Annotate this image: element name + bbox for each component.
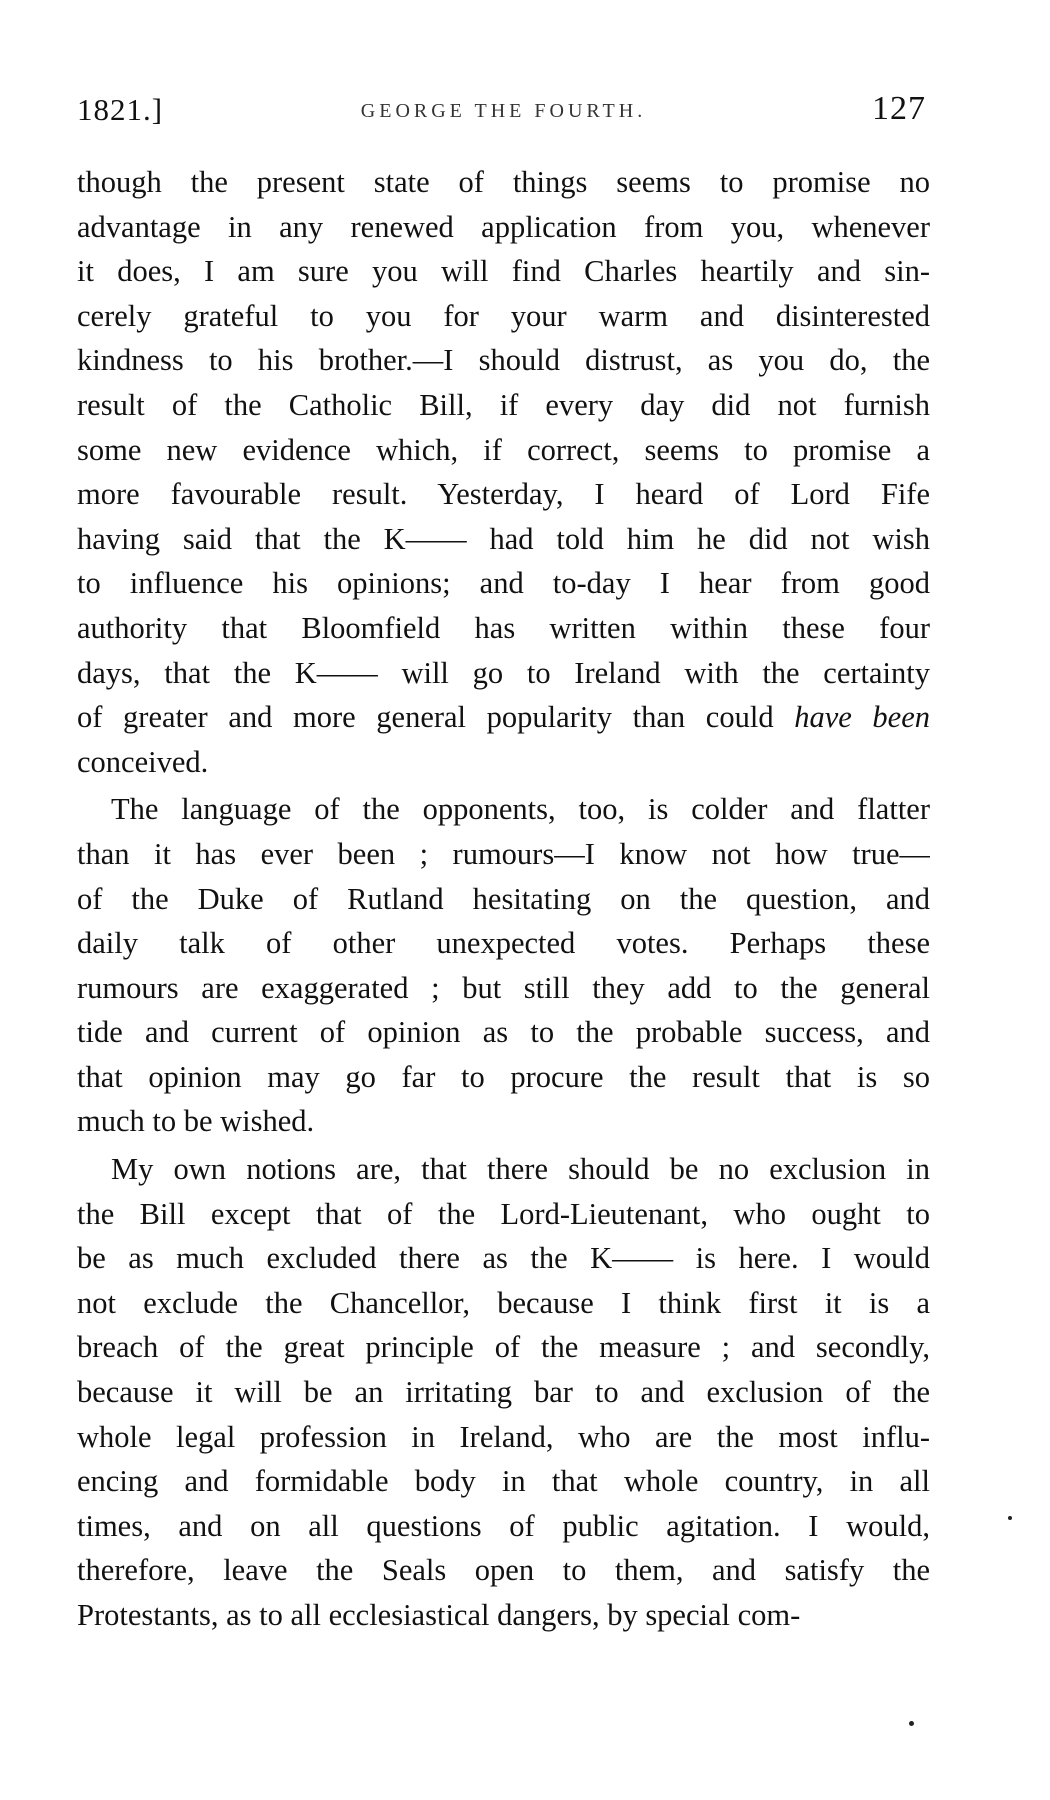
text-line: because it will be an irritating bar to and exclusion of the (77, 1375, 930, 1410)
ink-speck (1008, 1516, 1012, 1520)
running-head-year: 1821.] (77, 92, 164, 127)
text-line: much to be wished. (77, 1104, 315, 1139)
text-line: days, that the K—— will go to Ireland with the certainty (77, 655, 930, 690)
text-line: result of the Catholic Bill, if every day did not furnish (77, 387, 930, 422)
text-line: of greater and more general popularity than could have been (77, 700, 930, 735)
emphasis: have been (794, 700, 930, 735)
text-line: times, and on all questions of public agitation. I would, (77, 1508, 930, 1543)
text-line: cerely grateful to you for your warm and disinterested (77, 298, 930, 333)
text-line: more favourable result. Yesterday, I heard of Lord Fife (77, 477, 930, 512)
paragraph (77, 787, 930, 1144)
body-text (77, 160, 930, 1638)
text-line: the Bill except that of the Lord-Lieutenant, who ought to (77, 1196, 930, 1231)
text-line: that opinion may go far to procure the result that is so (77, 1059, 930, 1094)
paragraph (77, 1147, 930, 1638)
text-line: Protestants, as to all ecclesiastical dangers, by special com- (77, 1598, 801, 1632)
paragraph (77, 160, 930, 784)
text-line: some new evidence which, if correct, seems to promise a (77, 432, 930, 467)
text-line: rumours are exaggerated ; but still they add to the general (77, 970, 930, 1005)
text-line: though the present state of things seems to promise no (77, 165, 930, 199)
text-line: of the Duke of Rutland hesitating on the question, and (77, 881, 930, 916)
text-line: The language of the opponents, too, is colder and flatter (111, 792, 930, 827)
ink-speck (909, 1721, 914, 1726)
text-line: tide and current of opinion as to the probable success, and (77, 1015, 930, 1050)
text-line: than it has ever been ; rumours—I know not how true— (77, 836, 930, 871)
text-line: be as much excluded there as the K—— is here. I would (77, 1241, 930, 1276)
text-line: breach of the great principle of the measure ; and secondly, (77, 1330, 930, 1365)
text-line: authority that Bloomfield has written within these four (77, 610, 930, 645)
text-line: having said that the K—— had told him he did not wish (77, 521, 930, 556)
text-line: therefore, leave the Seals open to them, and satisfy the (77, 1553, 930, 1588)
text-line: encing and formidable body in that whole country, in all (77, 1464, 930, 1499)
text-line: whole legal profession in Ireland, who are the most influ- (77, 1419, 930, 1454)
text-line: My own notions are, that there should be no exclusion in (111, 1152, 930, 1187)
text-line: kindness to his brother.—I should distrust, as you do, the (77, 343, 930, 378)
running-head (77, 92, 930, 136)
running-head-title: GEORGE THE FOURTH. (360, 100, 647, 122)
text-line: daily talk of other unexpected votes. Perhaps these (77, 926, 930, 961)
text-line: conceived. (77, 744, 209, 779)
text-line: to influence his opinions; and to-day I hear from good (77, 566, 930, 601)
text-line: it does, I am sure you will find Charles heartily and sin- (77, 254, 930, 289)
text-line: advantage in any renewed application from you, whenever (77, 209, 930, 244)
page-number: 127 (872, 90, 926, 127)
text-line: not exclude the Chancellor, because I think first it is a (77, 1285, 930, 1320)
